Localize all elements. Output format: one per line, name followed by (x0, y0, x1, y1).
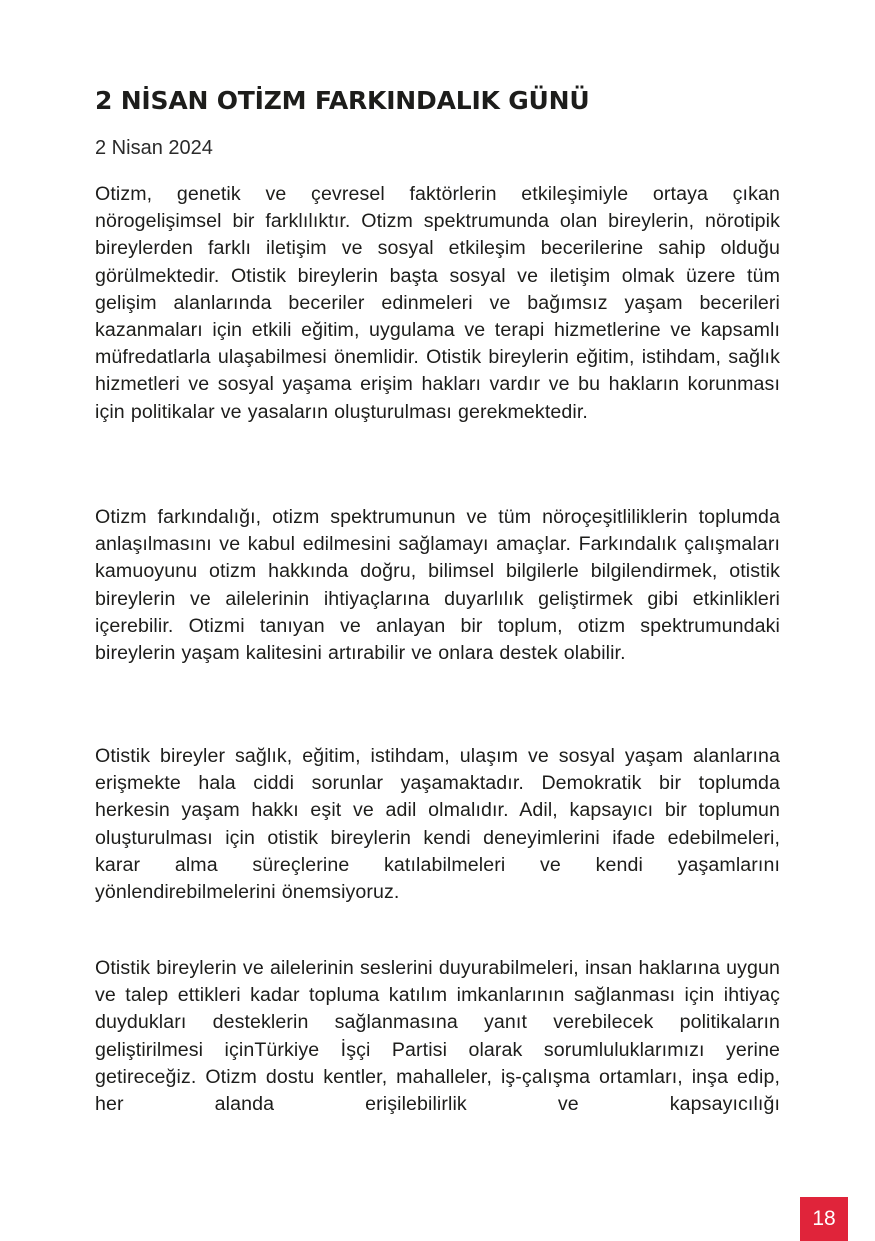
paragraph-4: Otistik bireylerin ve ailelerinin seslerini duyurabilmeleri, insan haklarına uygun ve talep ettikleri kadar topluma katılım imkanlarının sağlanması için ihtiyaç duydukları desteklerin sağlanmasına yanıt verebilecek politikaların geliştirilmesi içinTürkiye İşçi Partisi olarak sorumluluklarımızı yerine getireceğiz. Otizm dostu kentler, mahalleler, iş-çalışma ortamları, inşa edip, her alanda erişilebilirlik ve kapsayıcılığı (95, 957, 780, 1116)
document-page (95, 86, 780, 1116)
paragraph-1: Otizm, genetik ve çevresel faktörlerin etkileşimiyle ortaya çıkan nörogelişimsel bir farklılıktır. Otizm spektrumunda olan bireylerin, nörotipik bireylerden farklı iletişim ve sosyal etkileşim becerilerine sahip olduğu görülmektedir. Otistik bireylerin başta sosyal ve iletişim olmak üzere tüm gelişim alanlarında beceriler edinmeleri ve bağımsız yaşam becerileri kazanmaları için etkili eğitim, uygulama ve terapi hizmetlerine ve kapsamlı müfredatlarla ulaşabilmesi önemlidir. Otistik bireylerin eğitim, istihdam, sağlık hizmetleri ve sosyal yaşama erişim hakları vardır ve bu hakların korunması için politikalar ve yasaların oluşturulması gerekmektedir. (95, 183, 780, 423)
paragraph-3: Otistik bireyler sağlık, eğitim, istihdam, ulaşım ve sosyal yaşam alanlarına erişmekte hala ciddi sorunlar yaşamaktadır. Demokratik bir toplumda herkesin yaşam hakkı eşit ve adil olmalıdır. Adil, kapsayıcı bir toplumun oluşturulması için otistik bireylerin kendi deneyimlerini ifade edebilmeleri, karar alma süreçlerine katılabilmeleri ve kendi yaşamlarını yönlendirebilmelerini önemsiyoruz. (95, 745, 780, 904)
publication-date: 2 Nisan 2024 (95, 137, 213, 159)
page-title: 2 NİSAN OTİZM FARKINDALIK GÜNÜ (95, 86, 590, 115)
page-number-badge: 18 (800, 1197, 848, 1241)
paragraph-2: Otizm farkındalığı, otizm spektrumunun ve tüm nöroçeşitliliklerin toplumda anlaşılmasını ve kabul edilmesini sağlamayı amaçlar. Farkındalık çalışmaları kamuoyunu otizm hakkında doğru, bilimsel bilgilerle bilgilendirmek, otistik bireylerin ve ailelerinin ihtiyaçlarına duyarlılık geliştirmek gibi etkinlikleri içerebilir. Otizmi tanıyan ve anlayan bir toplum, otizm spektrumundaki bireylerin yaşam kalitesini artırabilir ve onlara destek olabilir. (95, 506, 780, 665)
